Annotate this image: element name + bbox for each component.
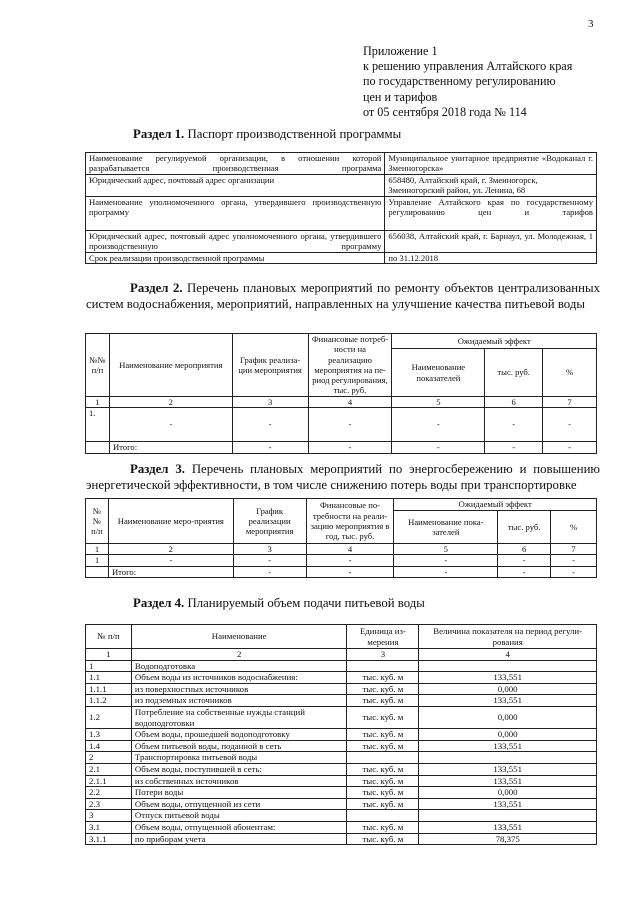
section1-title: Паспорт производственной программы <box>184 127 402 141</box>
table-cell: - <box>543 442 597 454</box>
water-supply-table <box>85 624 597 845</box>
table-cell: - <box>392 408 485 442</box>
table-cell: Юридический адрес, почтовый адрес организации <box>86 175 385 197</box>
section3-label: Раздел 3. <box>130 462 185 476</box>
table-row <box>86 442 597 454</box>
table-row <box>86 175 597 197</box>
table-row <box>86 833 597 845</box>
table-cell: 133,551 <box>419 672 597 684</box>
table-cell: - <box>392 442 485 454</box>
table-cell: 5 <box>394 544 498 555</box>
table-row <box>86 499 597 511</box>
table-cell: 133,551 <box>419 798 597 810</box>
table-cell: 1 <box>86 555 109 566</box>
appendix-line: к решению управления Алтайского края <box>363 59 573 74</box>
table-cell <box>419 752 597 764</box>
section2-heading <box>86 281 600 312</box>
table-cell: 0,000 <box>419 729 597 741</box>
table-row <box>86 660 597 672</box>
table-cell: 2.1 <box>86 763 132 775</box>
energy-saving-table <box>85 498 597 578</box>
table-cell: - <box>551 555 597 566</box>
table-cell: 3 <box>86 810 132 822</box>
table-cell: 6 <box>485 396 543 407</box>
table-cell: Муниципальное унитарное предприятие «Водоканал г. Змеиногорска» <box>385 153 597 175</box>
table-cell: 1.3 <box>86 729 132 741</box>
table-cell <box>86 566 109 577</box>
section1-label: Раздел 1. <box>133 127 185 141</box>
table-row <box>86 729 597 741</box>
table-cell: 2 <box>86 752 132 764</box>
table-cell: 3 <box>233 544 306 555</box>
table-cell: 2.3 <box>86 798 132 810</box>
table-cell: Итого: <box>108 566 233 577</box>
table-cell: - <box>306 555 394 566</box>
table-cell: 4 <box>419 649 597 661</box>
table-cell: 3 <box>232 396 308 407</box>
table-cell: тыс. куб. м <box>347 833 419 845</box>
table-cell: 1.1 <box>86 672 132 684</box>
table-cell: Объем воды из источников водоснабжения: <box>131 672 347 684</box>
header-cell: №№ п/п <box>86 334 110 397</box>
table-cell: - <box>108 555 233 566</box>
table-cell: - <box>543 408 597 442</box>
table-cell: - <box>394 555 498 566</box>
table-cell: тыс. куб. м <box>347 740 419 752</box>
table-cell: - <box>109 408 232 442</box>
table-cell: Потери воды <box>131 787 347 799</box>
table-cell: по 31.12.2018 <box>385 253 597 264</box>
table-cell: 7 <box>551 544 597 555</box>
section3-heading <box>86 462 600 493</box>
table-cell: 3.1 <box>86 821 132 833</box>
table-cell: 1 <box>86 544 109 555</box>
table-cell: 2 <box>109 396 232 407</box>
appendix-line: по государственному регулированию <box>363 74 556 89</box>
table-cell: тыс. куб. м <box>347 821 419 833</box>
header-cell: % <box>551 511 597 544</box>
appendix-line: Приложение 1 <box>363 44 438 58</box>
table-cell: Наименование регулируемой организации, в отношении которой разрабатывается производственная программа <box>86 153 385 175</box>
table-row <box>86 740 597 752</box>
table-cell: 1.2 <box>86 706 132 728</box>
table-cell: 1.1.2 <box>86 695 132 707</box>
table-cell <box>347 752 419 764</box>
header-cell: тыс. руб. <box>498 511 551 544</box>
table-row <box>86 625 597 649</box>
table-cell: - <box>233 555 306 566</box>
table-cell: - <box>308 442 392 454</box>
header-cell: Ожидаемый эффект <box>394 499 597 511</box>
table-cell: 6 <box>498 544 551 555</box>
section3-title: Перечень плановых мероприятий по энергосбережению и повышению энергетической эффективности, в том числе снижению потерь воды при транспортировке <box>86 462 600 492</box>
table-cell: - <box>306 566 394 577</box>
table-row <box>86 683 597 695</box>
table-cell: из собственных источников <box>131 775 347 787</box>
appendix-line: от 05 сентября 2018 года № 114 <box>363 104 527 119</box>
table-cell: тыс. куб. м <box>347 775 419 787</box>
table-cell: по приборам учета <box>131 833 347 845</box>
table-cell: тыс. куб. м <box>347 763 419 775</box>
table-cell: - <box>485 408 543 442</box>
table-row <box>86 649 597 661</box>
table-row <box>86 408 597 442</box>
table-cell: - <box>498 566 551 577</box>
table-cell: 1 <box>86 396 110 407</box>
table-row <box>86 787 597 799</box>
table-cell <box>347 810 419 822</box>
table-row <box>86 763 597 775</box>
table-row <box>86 695 597 707</box>
table-cell: - <box>551 566 597 577</box>
header-cell: Наименование мероприятия <box>109 334 232 397</box>
table-cell: 2 <box>131 649 347 661</box>
table-cell: из подземных источников <box>131 695 347 707</box>
table-cell: - <box>485 442 543 454</box>
table-cell: 3.1.1 <box>86 833 132 845</box>
table-cell: 133,551 <box>419 740 597 752</box>
table-row <box>86 706 597 728</box>
header-cell: Единица из-мерения <box>347 625 419 649</box>
table-row <box>86 153 597 175</box>
table-row <box>86 334 597 349</box>
table-cell: Потребление на собственные нужды станций водоподготовки <box>131 706 347 728</box>
table-cell: тыс. куб. м <box>347 706 419 728</box>
section4-label: Раздел 4. <box>133 596 185 610</box>
table-cell: - <box>498 555 551 566</box>
table-cell: 0,000 <box>419 706 597 728</box>
table-cell: тыс. куб. м <box>347 729 419 741</box>
table-cell: 1. <box>86 408 110 442</box>
table-cell: - <box>233 566 306 577</box>
table-cell <box>86 442 110 454</box>
table-cell: 4 <box>306 544 394 555</box>
table-cell: - <box>394 566 498 577</box>
table-cell: 5 <box>392 396 485 407</box>
table-cell: тыс. куб. м <box>347 787 419 799</box>
table-row <box>86 672 597 684</box>
table-cell: 3 <box>347 649 419 661</box>
table-cell: Управление Алтайского края по государственному регулированию цен и тарифов <box>385 197 597 231</box>
table-cell: 1.4 <box>86 740 132 752</box>
table-row <box>86 810 597 822</box>
table-cell: тыс. куб. м <box>347 683 419 695</box>
table-cell: 133,551 <box>419 695 597 707</box>
table-cell <box>419 810 597 822</box>
table-cell: 2.2 <box>86 787 132 799</box>
table-row <box>86 197 597 231</box>
table-cell: Отпуск питьевой воды <box>131 810 347 822</box>
header-cell: График реализа-ции мероприятия <box>232 334 308 397</box>
table-cell: 656038, Алтайский край, г. Барнаул, ул. Молодежная, 1 <box>385 231 597 253</box>
header-cell: Наименование показателей <box>392 349 485 396</box>
table-cell <box>419 660 597 672</box>
table-cell: 78,375 <box>419 833 597 845</box>
table-row <box>86 798 597 810</box>
table-cell: Объем питьевой воды, поданной в сеть <box>131 740 347 752</box>
table-cell: 133,551 <box>419 763 597 775</box>
table-cell: Объем воды, отпущенной из сети <box>131 798 347 810</box>
table-cell: 133,551 <box>419 821 597 833</box>
header-cell: Величина показателя на период регули-рования <box>419 625 597 649</box>
repair-measures-table <box>85 333 597 454</box>
passport-table <box>85 152 597 264</box>
appendix-header <box>363 44 633 120</box>
table-cell: - <box>232 442 308 454</box>
header-cell: Наименование меро-приятия <box>108 499 233 544</box>
table-cell: 1 <box>86 660 132 672</box>
table-cell: 658480, Алтайский край, г. Змеиногорск, Змеиногорский район, ул. Ленина, 68 <box>385 175 597 197</box>
table-row <box>86 775 597 787</box>
table-cell: Транспортировка питьевой воды <box>131 752 347 764</box>
table-cell: 7 <box>543 396 597 407</box>
table-cell: Водоподготовка <box>131 660 347 672</box>
header-cell: Финансовые потреб-ности на реализацию мероприятия на пе-риод регулирования, тыс. руб. <box>308 334 392 397</box>
header-cell: % <box>543 349 597 396</box>
table-cell: Юридический адрес, почтовый адрес уполномоченного органа, утвердившего производственную программу <box>86 231 385 253</box>
table-row <box>86 396 597 407</box>
table-cell: Наименование уполномоченного органа, утвердившего производственную программу <box>86 197 385 231</box>
header-cell: № п/п <box>86 625 132 649</box>
section2-label: Раздел 2. <box>130 281 183 295</box>
table-cell: 133,551 <box>419 775 597 787</box>
section1-heading <box>133 127 401 143</box>
table-row <box>86 544 597 555</box>
section2-title: Перечень плановых мероприятий по ремонту объектов централизованных систем водоснабжения, мероприятий, направленных на улучшение качества питьевой воды <box>86 281 601 311</box>
header-cell: Ожидаемый эффект <box>392 334 597 349</box>
table-row <box>86 555 597 566</box>
header-cell: Наименование пока-зателей <box>394 511 498 544</box>
table-cell: - <box>308 408 392 442</box>
table-cell: тыс. куб. м <box>347 695 419 707</box>
table-cell: 2 <box>108 544 233 555</box>
header-cell: Финансовые по-требности на реали-зацию мероприятия в год, тыс. руб. <box>306 499 394 544</box>
table-cell: - <box>232 408 308 442</box>
section4-heading <box>133 596 425 612</box>
section4-title: Планируемый объем подачи питьевой воды <box>184 596 425 610</box>
table-row <box>86 231 597 253</box>
table-cell: Объем воды, отпущенной абонентам: <box>131 821 347 833</box>
header-cell: тыс. руб. <box>485 349 543 396</box>
table-cell: тыс. куб. м <box>347 672 419 684</box>
table-cell: 1.1.1 <box>86 683 132 695</box>
header-cell: №№ п/п <box>86 499 109 544</box>
table-cell: 4 <box>308 396 392 407</box>
table-cell: Объем воды, поступившей в сеть: <box>131 763 347 775</box>
table-cell <box>347 660 419 672</box>
table-row <box>86 253 597 264</box>
appendix-line: цен и тарифов <box>363 89 438 104</box>
table-row <box>86 821 597 833</box>
table-cell: тыс. куб. м <box>347 798 419 810</box>
table-cell: 0,000 <box>419 787 597 799</box>
table-cell: 1 <box>86 649 132 661</box>
table-cell: Объем воды, прошедшей водоподготовку <box>131 729 347 741</box>
table-cell: Итого: <box>109 442 232 454</box>
header-cell: Наименование <box>131 625 347 649</box>
table-cell: из поверхностных источников <box>131 683 347 695</box>
table-cell: Срок реализации производственной программы <box>86 253 385 264</box>
table-row <box>86 566 597 577</box>
table-cell: 2.1.1 <box>86 775 132 787</box>
header-cell: График реализации мероприятия <box>233 499 306 544</box>
table-row <box>86 752 597 764</box>
table-cell: 0,000 <box>419 683 597 695</box>
page-number: 3 <box>588 18 594 30</box>
